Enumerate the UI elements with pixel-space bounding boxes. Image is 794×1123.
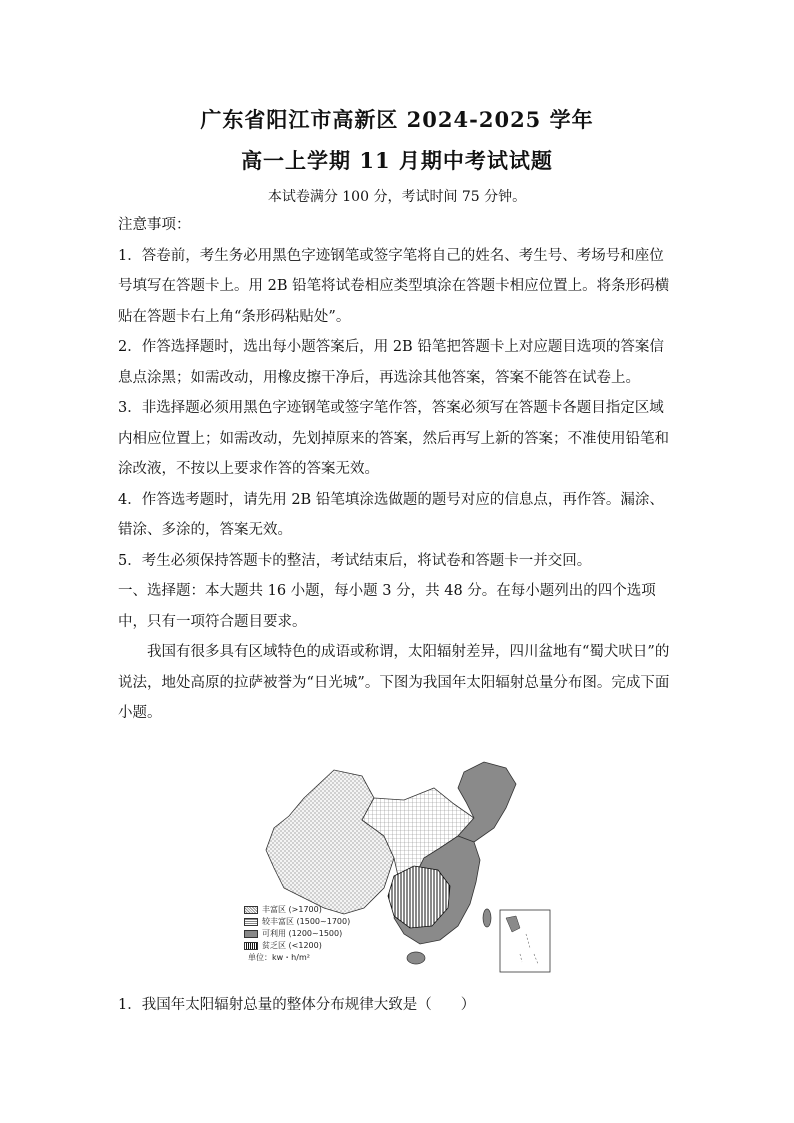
legend-swatch-rich xyxy=(244,906,258,914)
solar-radiation-map xyxy=(244,758,554,976)
exam-title-line2: 高一上学期 11 月期中考试试题 xyxy=(241,148,553,173)
legend-fair xyxy=(244,916,350,928)
question-1: 1．我国年太阳辐射总量的整体分布规律大致是（ ） xyxy=(118,997,476,1013)
taiwan-island xyxy=(483,909,491,927)
question-intro: 我国有很多具有区域特色的成语或称谓，太阳辐射差异，四川盆地有“蜀犬吠日”的说法，地处高原的拉萨被誉为“日光城”。下图为我国年太阳辐射总量分布图。完成下面小题。 xyxy=(118,644,670,721)
legend-usable xyxy=(244,928,350,940)
legend-poor xyxy=(244,940,350,952)
instructions-block xyxy=(118,210,678,729)
exam-subtitle: 本试卷满分 100 分，考试时间 75 分钟。 xyxy=(267,189,527,205)
legend-swatch-poor xyxy=(244,942,258,950)
section-heading: 一、选择题：本大题共 16 小题，每小题 3 分，共 48 分。在每小题列出的四个选项中，只有一项符合题目要求。 xyxy=(118,583,656,630)
instruction-item: 4．作答选考题时，请先用 2B 铅笔填涂选做题的题号对应的信息点，再作答。漏涂、错涂、多涂的，答案无效。 xyxy=(118,491,664,538)
legend-rich xyxy=(244,904,350,916)
legend-swatch-usable xyxy=(244,930,258,938)
map-legend xyxy=(244,904,350,964)
legend-label: 丰富区 (>1700) xyxy=(262,905,322,914)
instruction-item: 5．考生必须保持答题卡的整洁，考试结束后，将试卷和答题卡一并交回。 xyxy=(118,552,592,569)
legend-swatch-fair xyxy=(244,918,258,926)
legend-label: 较丰富区 (1500~1700) xyxy=(262,917,351,926)
instructions-heading: 注意事项： xyxy=(118,217,191,233)
instruction-item: 3．非选择题必须用黑色字迹钢笔或签字笔作答，答案必须写在答题卡各题目指定区域内相应位置上；如需改动，先划掉原来的答案，然后再写上新的答案；不准使用铅笔和涂改液，不按以上要求作答的答案无效。 xyxy=(118,400,669,477)
hainan-island xyxy=(407,952,425,964)
legend-label: 可利用 (1200~1500) xyxy=(262,929,343,938)
legend-unit: 单位：kw・h/m² xyxy=(248,953,310,962)
rich-zone xyxy=(266,770,394,914)
legend-label: 贫乏区 (<1200) xyxy=(262,941,322,950)
instruction-item: 2．作答选择题时，选出每小题答案后，用 2B 铅笔把答题卡上对应题目选项的答案信息点涂黑；如需改动，用橡皮擦干净后，再选涂其他答案，答案不能答在试卷上。 xyxy=(118,339,664,386)
instruction-item: 1．答卷前，考生务必用黑色字迹钢笔或签字笔将自己的姓名、考生号、考场号和座位号填写在答题卡上。用 2B 铅笔将试卷相应类型填涂在答题卡相应位置上。将条形码横贴在答题卡右上角“条形码粘贴处”。 xyxy=(118,247,670,325)
usable-zone-northeast xyxy=(458,762,516,842)
exam-title-line1: 广东省阳江市高新区 2024-2025 学年 xyxy=(200,107,594,132)
